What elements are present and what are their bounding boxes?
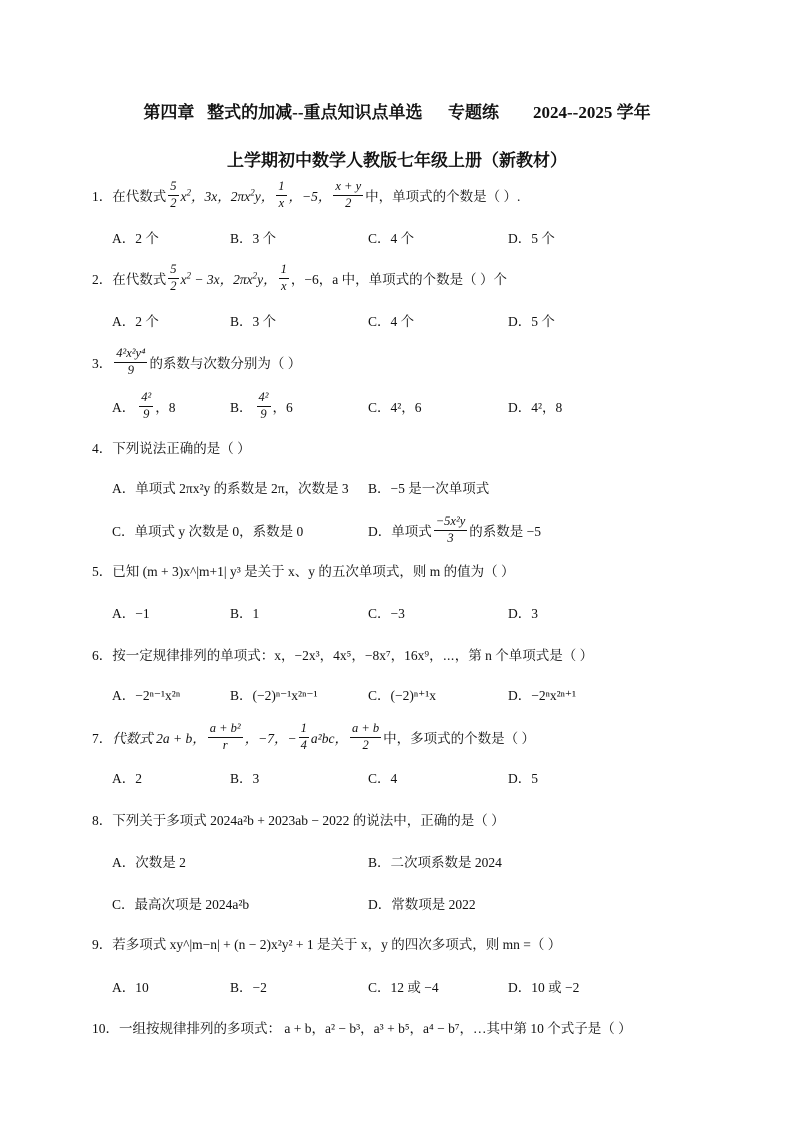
denominator: x: [278, 195, 285, 210]
question-number: 3．: [92, 356, 113, 371]
option-a[interactable]: A．−1: [112, 606, 150, 621]
option-d[interactable]: D．−2ⁿx²ⁿ⁺¹: [508, 688, 577, 703]
options-q4-row2: [112, 510, 712, 550]
denominator: 2: [170, 195, 177, 210]
question-2: [92, 260, 704, 296]
title-line-1: 第四章 整式的加减--重点知识点单选 专题练 2024--2025 学年: [143, 103, 651, 122]
stem-text: 中，多项式的个数是（ ）: [383, 731, 536, 746]
option-d[interactable]: D．4²，8: [508, 400, 563, 415]
options-q7: [112, 762, 712, 792]
option-text: ，6: [272, 400, 293, 415]
option-c[interactable]: C．4 个: [368, 231, 415, 246]
question-7: [92, 717, 704, 757]
option-d[interactable]: D．5: [508, 771, 538, 786]
math-text: a²bc，: [310, 731, 348, 746]
denominator: 3: [447, 530, 454, 545]
question-3: [92, 342, 704, 382]
options-q3: [112, 388, 712, 424]
fraction: [333, 180, 363, 211]
option-b[interactable]: B．3 个: [230, 231, 277, 246]
title-line-2: 上学期初中数学人教版七年级上册（新教材）: [227, 151, 567, 170]
option-letter: A．: [112, 400, 136, 415]
denominator: r: [222, 737, 228, 752]
option-d[interactable]: D．5 个: [508, 314, 555, 329]
denominator: 9: [143, 406, 150, 421]
option-d[interactable]: [368, 510, 541, 550]
question-number: 2．: [92, 272, 113, 287]
question-number: 6．: [92, 648, 113, 663]
question-4: [92, 433, 704, 461]
option-text: D．单项式: [368, 524, 432, 539]
fraction: [276, 180, 286, 211]
stem-text: 下列关于多项式 2024a²b + 2023ab − 2022 的说法中，正确的是（ ）: [112, 813, 505, 828]
numerator: x + y: [333, 180, 363, 196]
question-number: 5．: [92, 564, 113, 579]
options-q5: [112, 597, 712, 627]
stem-text: 中，单项式的个数是（ ）.: [365, 189, 521, 204]
stem-text: ，−6，a 中，单项式的个数是（ ）个: [290, 272, 507, 287]
option-a[interactable]: A．次数是 2: [112, 855, 186, 870]
stem-text: 已知 (m + 3)x^|m+1| y³ 是关于 x、y 的五次单项式，则 m 的值为（ ）: [112, 564, 515, 579]
fraction: [168, 180, 178, 211]
numerator: 1: [276, 180, 286, 196]
question-9: [92, 929, 704, 957]
options-q1: [112, 222, 712, 252]
math-term: [181, 268, 277, 288]
question-number: 4．: [92, 441, 113, 456]
option-b[interactable]: B．(−2)ⁿ⁻¹x²ⁿ⁻¹: [230, 688, 318, 703]
exponent: 2: [252, 270, 258, 281]
exponent: 2: [186, 270, 191, 281]
numerator: 1: [299, 722, 309, 738]
stem-text: 一组按规律排列的多项式： a + b，a² − b³，a³ + b⁵，a⁴ − b⁷，…其中第 10 个式子是（ ）: [119, 1021, 632, 1036]
question-8: [92, 805, 704, 833]
option-c[interactable]: C．−3: [368, 606, 405, 621]
denominator: 2: [170, 278, 177, 293]
option-letter: B．: [230, 400, 253, 415]
denominator: 4: [300, 737, 307, 752]
option-text: ，8: [155, 400, 176, 415]
options-q6: [112, 679, 712, 709]
question-5: [92, 556, 704, 584]
stem-text: 的系数与次数分别为（ ）: [149, 356, 302, 371]
fraction: [434, 515, 468, 546]
math-text: y，: [257, 272, 277, 287]
option-a[interactable]: A．2: [112, 771, 142, 786]
variable: x: [180, 189, 187, 204]
numerator: 4²: [139, 391, 153, 407]
fraction: [139, 391, 153, 422]
math-term: [181, 185, 275, 205]
option-a[interactable]: [112, 388, 176, 424]
question-number: 7．: [92, 731, 113, 746]
fraction: [350, 722, 381, 753]
exponent: 2: [250, 187, 255, 198]
denominator: 2: [345, 195, 352, 210]
question-1: [92, 177, 704, 213]
variable: x: [180, 272, 187, 287]
denominator: 9: [127, 362, 134, 377]
option-c[interactable]: C．最高次项是 2024a²b: [112, 897, 250, 912]
option-d[interactable]: D．3: [508, 606, 538, 621]
math-text: − 3x，2πx: [191, 272, 253, 287]
math-text: 代数式 2a + b，: [112, 731, 206, 746]
numerator: 5: [168, 263, 178, 279]
fraction: [208, 722, 243, 753]
numerator: 1: [279, 263, 289, 279]
exponent: 2: [186, 187, 191, 198]
option-d[interactable]: D．5 个: [508, 231, 555, 246]
numerator: 5: [168, 180, 178, 196]
math-text: ，−5，: [288, 189, 332, 204]
denominator: x: [280, 278, 287, 293]
option-c[interactable]: C．4: [368, 771, 398, 786]
fraction: [114, 347, 147, 378]
option-b[interactable]: B．−2: [230, 980, 267, 995]
option-a[interactable]: A．10: [112, 980, 149, 995]
option-b[interactable]: B．3 个: [230, 314, 277, 329]
stem-text: 在代数式: [112, 189, 167, 204]
math-text: ，3x，2πx: [191, 189, 251, 204]
options-q4-row1: [112, 472, 712, 502]
numerator: 4²: [257, 391, 271, 407]
option-d[interactable]: D．10 或 −2: [508, 980, 580, 995]
numerator: 4²x²y⁴: [114, 347, 147, 363]
option-c[interactable]: C．4²，6: [368, 400, 422, 415]
stem-text: 在代数式: [112, 272, 167, 287]
option-d[interactable]: D．常数项是 2022: [368, 897, 476, 912]
option-c[interactable]: C．单项式 y 次数是 0，系数是 0: [112, 524, 304, 539]
stem-text: 下列说法正确的是（ ）: [112, 441, 251, 456]
stem-text: 若多项式 xy^|m−n| + (n − 2)x²y² + 1 是关于 x，y 的四次多项式，则 mn =（ ）: [112, 937, 562, 952]
option-b[interactable]: B．1: [230, 606, 260, 621]
denominator: 2: [362, 737, 369, 752]
options-q9: [112, 971, 712, 1001]
fraction: [257, 391, 271, 422]
fraction: [299, 722, 309, 753]
option-c[interactable]: C．12 或 −4: [368, 980, 439, 995]
question-number: 10．: [92, 1021, 119, 1036]
option-a[interactable]: A．2 个: [112, 314, 159, 329]
option-c[interactable]: C．4 个: [368, 314, 415, 329]
question-number: 9．: [92, 937, 113, 952]
options-q8-row1: [112, 846, 712, 876]
denominator: 9: [260, 406, 267, 421]
option-text: 的系数是 −5: [469, 524, 542, 539]
option-a[interactable]: A．2 个: [112, 231, 159, 246]
math-text: y，: [254, 189, 275, 204]
question-number: 8．: [92, 813, 113, 828]
fraction: [168, 263, 178, 294]
question-6: [92, 640, 704, 668]
option-a[interactable]: A．−2ⁿ⁻¹x²ⁿ: [112, 688, 181, 703]
option-b[interactable]: B．3: [230, 771, 260, 786]
numerator: a + b²: [208, 722, 243, 738]
option-b[interactable]: B．−5 是一次单项式: [368, 481, 490, 496]
option-b[interactable]: B．二次项系数是 2024: [368, 855, 502, 870]
question-10: [92, 1013, 704, 1041]
numerator: a + b: [350, 722, 381, 738]
stem-text: 按一定规律排列的单项式：x，−2x³，4x⁵，−8x⁷，16x⁹，⋯，第 n 个单项式是（ ）: [112, 648, 594, 663]
math-text: ，−7，−: [244, 731, 297, 746]
numerator: −5x²y: [434, 515, 468, 531]
fraction: [279, 263, 289, 294]
option-b[interactable]: [230, 388, 293, 424]
option-a[interactable]: A．单项式 2πx²y 的系数是 2π，次数是 3: [112, 481, 349, 496]
option-c[interactable]: C．(−2)ⁿ⁺¹x: [368, 688, 437, 703]
question-number: 1．: [92, 189, 113, 204]
options-q2: [112, 305, 712, 335]
options-q8-row2: [112, 888, 712, 918]
